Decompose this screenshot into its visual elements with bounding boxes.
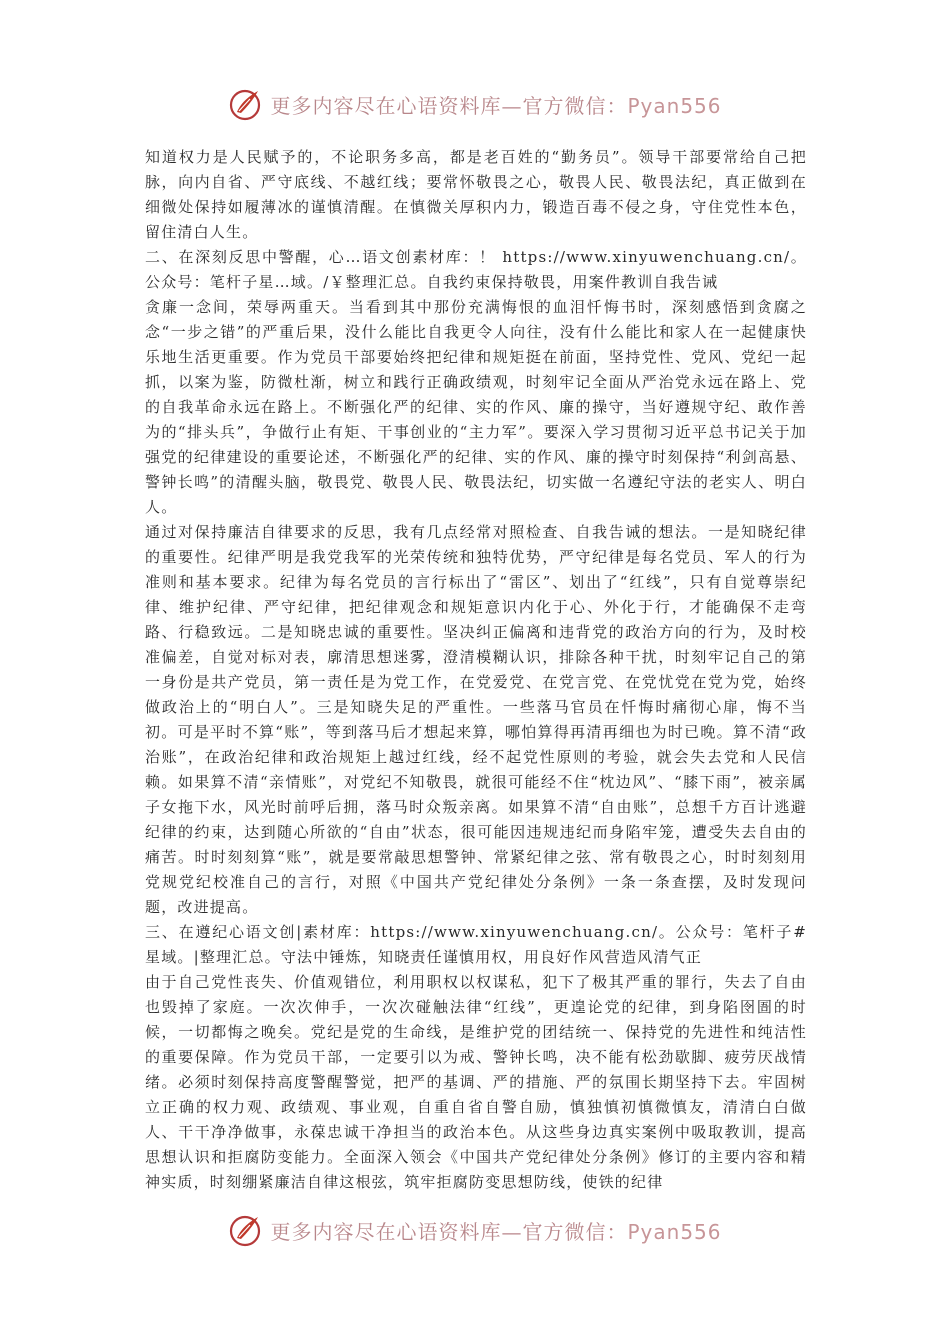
footer-banner: [0, 1208, 950, 1252]
banner-wechat-id: Pyan556: [627, 1219, 722, 1244]
banner-wechat-id: Pyan556: [627, 93, 722, 118]
paragraph: 知道权力是人民赋予的，不论职务多高，都是老百姓的“勤务员”。领导干部要常给自己把脉，向内自省、严守底线、不越红线；要常怀敬畏之心，敬畏人民、敬畏法纪，真正做到在细微处保持如履薄冰的谨慎清醒。在慎微关厚积内力，锻造百毒不侵之身，守住党性本色，留住清白人生。: [145, 148, 807, 241]
quill-logo-icon: [228, 1212, 264, 1248]
banner-text: [270, 90, 721, 119]
paragraph: 通过对保持廉洁自律要求的反思，我有几点经常对照检查、自我告诫的想法。一是知晓纪律的重要性。纪律严明是我党我军的光荣传统和独特优势，严守纪律是每名党员、军人的行为准则和基本要求。纪律为每名党员的言行标出了“雷区”、划出了“红线”，只有自觉尊崇纪律、维护纪律、严守纪律，把纪律观念和规矩意识内化于心、外化于行，才能确保不走弯路、行稳致远。二是知晓忠诚的重要性。坚决纠正偏离和违背党的政治方向的行为，及时校准偏差，自觉对标对表，廓清思想迷雾，澄清模糊认识，排除各种干扰，时刻牢记自己的第一身份是共产党员，第一责任是为党工作，在党爱党、在党言党、在党忧党在党为党，始终做政治上的“明白人”。三是知晓失足的严重性。一些落马官员在忏悔时痛彻心扉，悔不当初。可是平时不算“账”，等到落马后才想起来算，哪怕算得再清再细也为时已晚。算不清“政治账”，在政治纪律和政治规矩上越过红线，经不起党性原则的考验，就会失去党和人民信赖。如果算不清“亲情账”，对党纪不知敬畏，就很可能经不住“枕边风”、“膝下雨”，被亲属子女拖下水，风光时前呼后拥，落马时众叛亲离。如果算不清“自由账”，总想千方百计逃避纪律的约束，达到随心所欲的“自由”状态，很可能因违规违纪而身陷牢笼，遭受失去自由的痛苦。时时刻刻算“账”，就是要常敲思想警钟、常紧纪律之弦、常有敬畏之心，时时刻刻用党规党纪校准自己的言行，对照《中国共产党纪律处分条例》一条一条查摆，及时发现问题，改进提高。: [145, 523, 807, 916]
section-heading: 二、在深刻反思中警醒，心…语文创素材库：！ https://www.xinyuwenchuang.cn/。公众号：笔杆子星…域。/￥整理汇总。自我约束保持敬畏，用案件教训自我告诫: [145, 248, 807, 291]
paragraph: 贪廉一念间，荣辱两重天。当看到其中那份充满悔恨的血泪忏悔书时，深刻感悟到贪腐之念“一步之错”的严重后果，没什么能比自我更令人向往，没有什么能比和家人在一起健康快乐地生活更重要。作为党员干部要始终把纪律和规矩挺在前面，坚持党性、党风、党纪一起抓，以案为鉴，防微杜渐，树立和践行正确政绩观，时刻牢记全面从严治党永远在路上、党的自我革命永远在路上。不断强化严的纪律、实的作风、廉的操守，当好遵规守纪、敢作善为的“排头兵”，争做行止有矩、干事创业的“主力军”。要深入学习贯彻习近平总书记关于加强党的纪律建设的重要论述，不断强化严的纪律、实的作风、廉的操守时刻保持“利剑高悬、警钟长鸣”的清醒头脑，敬畏党、敬畏人民、敬畏法纪，切实做一名遵纪守法的老实人、明白人。: [145, 298, 807, 516]
document-body: [145, 145, 807, 1195]
paragraph: 由于自己党性丧失、价值观错位，利用职权以权谋私，犯下了极其严重的罪行，失去了自由也毁掉了家庭。一次次伸手，一次次碰触法律“红线”，更遑论党的纪律，到身陷囹圄的时候，一切都悔之晚矣。党纪是党的生命线，是维护党的团结统一、保持党的先进性和纯洁性的重要保障。作为党员干部，一定要引以为戒、警钟长鸣，决不能有松劲歇脚、疲劳厌战情绪。必须时刻保持高度警醒警觉，把严的基调、严的措施、严的氛围长期坚持下去。牢固树立正确的权力观、政绩观、事业观，自重自省自警自励，慎独慎初慎微慎友，清清白白做人、干干净净做事，永葆忠诚干净担当的政治本色。从这些身边真实案例中吸取教训，提高思想认识和拒腐防变能力。全面深入领会《中国共产党纪律处分条例》修订的主要内容和精神实质，时刻绷紧廉洁自律这根弦，筑牢拒腐防变思想防线，使铁的纪律: [145, 973, 807, 1191]
banner-slogan: 更多内容尽在心语资料库—官方微信：: [270, 1219, 628, 1244]
section-heading: 三、在遵纪心语文创|素材库：https://www.xinyuwenchuang.cn/。公众号：笔杆子#星域。|整理汇总。守法中锤炼，知晓责任谨慎用权，用良好作风营造风清气正: [145, 923, 807, 966]
banner-text: [270, 1216, 721, 1245]
quill-logo-icon: [228, 86, 264, 122]
banner-slogan: 更多内容尽在心语资料库—官方微信：: [270, 93, 628, 118]
header-banner: [0, 82, 950, 126]
